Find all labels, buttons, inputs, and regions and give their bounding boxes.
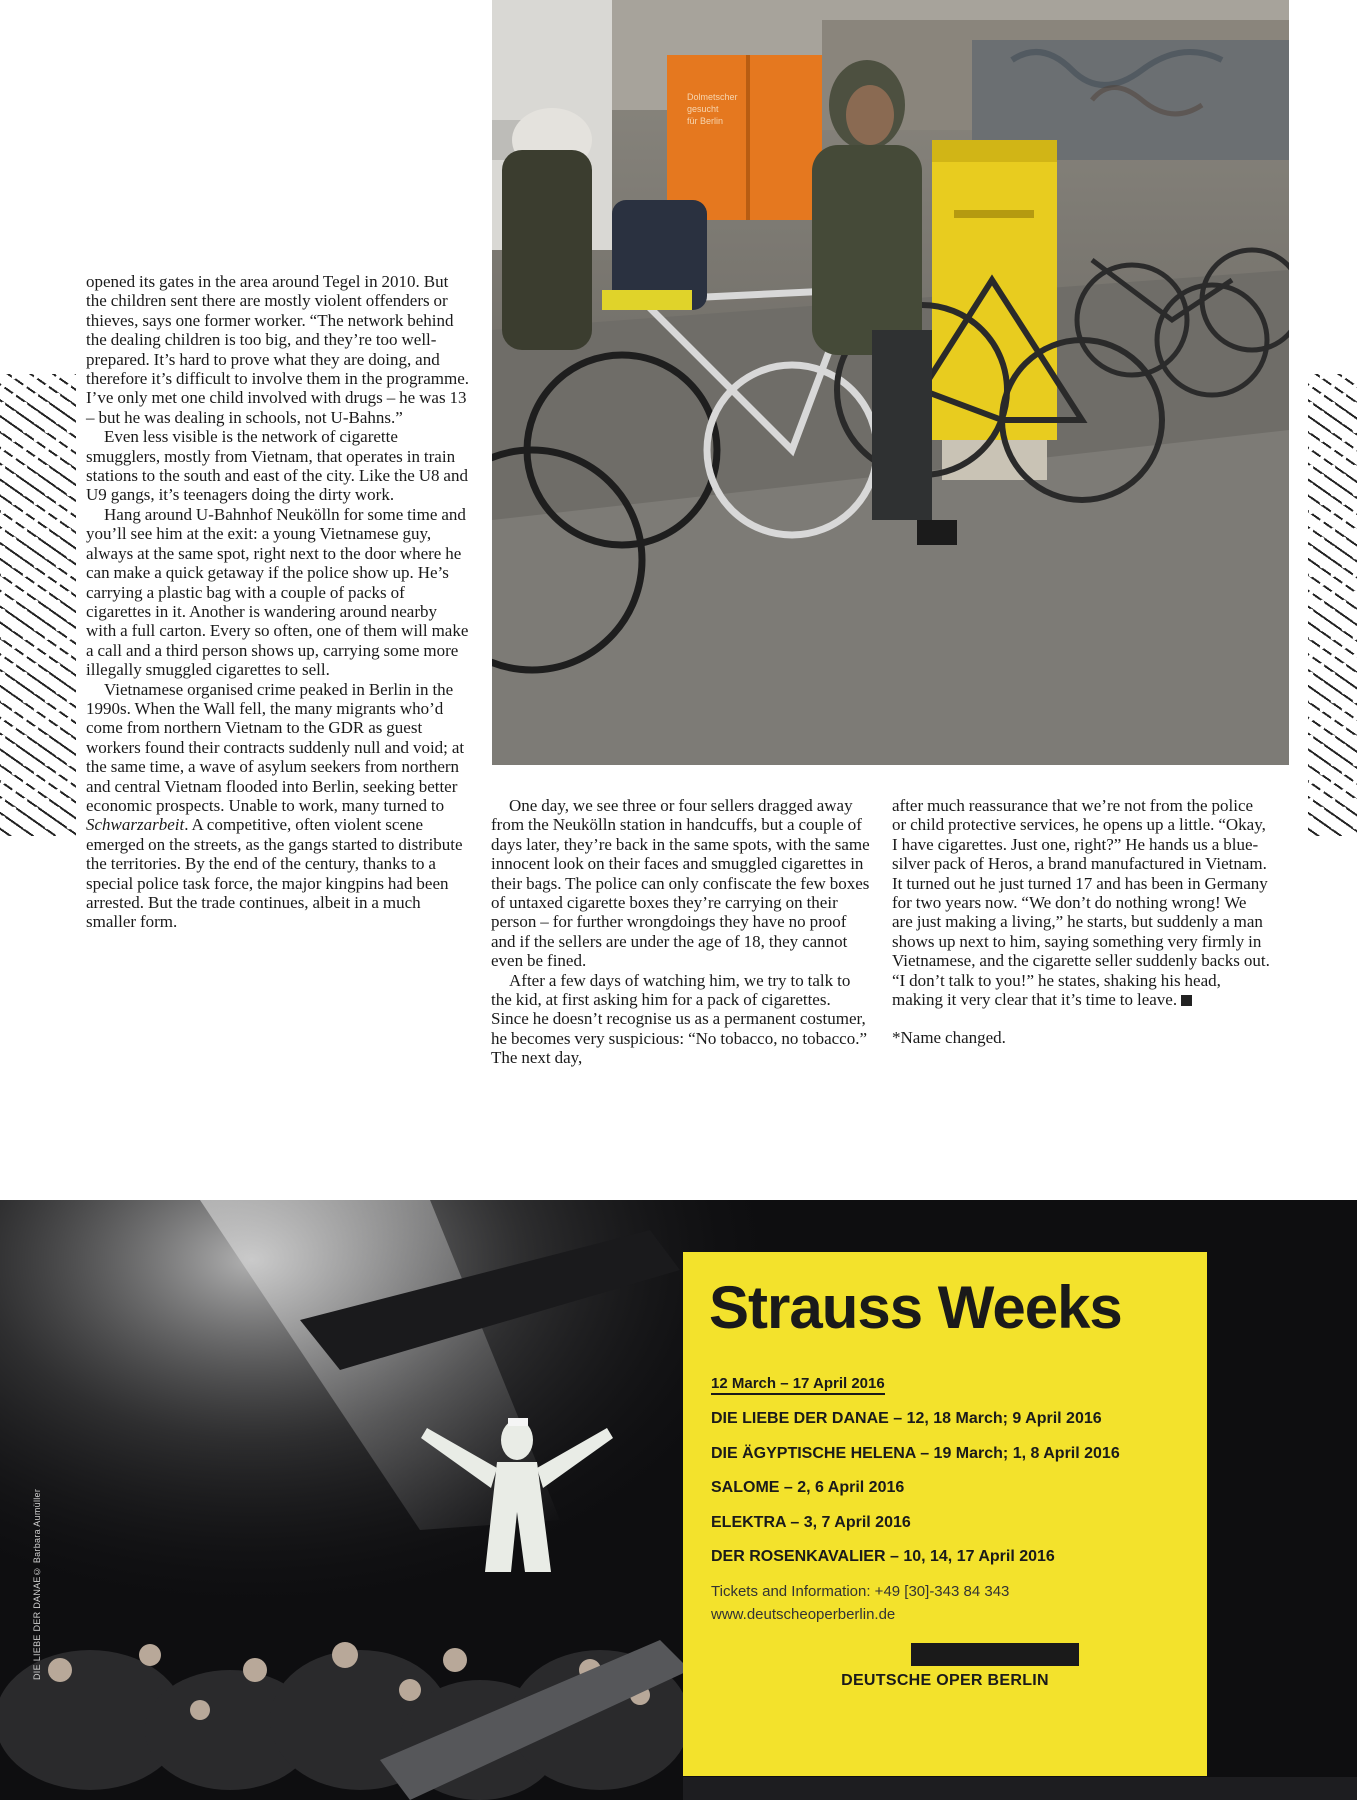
decorative-pattern-right: [1308, 374, 1357, 836]
ticket-info: [711, 1580, 1009, 1626]
text-run: after much reassurance that we’re not from the police or child protective services, he opens up a little. “Okay, I have cigarettes. Just one, right?” He hands us a blue-silver pack of Heros, a brand manufactured in Vietnam. It turned out he just turned 17 and has been in Germany for two years now. “We don’t do nothing wrong! We are just making a living,” he starts, but suddenly a man shows up next to him, saying something very firmly in Vietnamese, and the cigarette seller suddenly backs out. “I don’t talk to you!” he states, shaking his head, making it very clear that it’s time to leave.: [892, 796, 1270, 1010]
street-scene-illustration: [492, 0, 1289, 765]
text-run: Vietnamese organised crime peaked in Berlin: [104, 679, 416, 699]
brand-bar: [911, 1643, 1079, 1666]
website-link[interactable]: www.deutscheoperberlin.de: [711, 1606, 896, 1623]
paragraph: Hang around U-Bahnhof Neukölln for some time and you’ll see him at the exit: a young Vietnamese guy, always at the same spot, right next to the door where he can make a quick getaway if the police show up. He’s carrying a plastic bag with a couple of packs of cigarettes in it. Another is wandering around nearby with a full carton. Every so often, one of them will make a call and a third person shows up, carrying some more illegally smuggled cigarettes to sell.: [86, 504, 469, 680]
article-column-2: [491, 796, 871, 1068]
italic-term: Schwarzarbeit: [86, 815, 185, 835]
yellow-mailbox: [932, 140, 1057, 440]
brand-name: DEUTSCHE OPER BERLIN: [841, 1672, 1049, 1689]
performance-item: DER ROSENKAVALIER – 10, 14, 17 April 2016: [711, 1548, 1055, 1565]
poster-line-1: Dolmetscher: [687, 92, 738, 102]
photo-credit: DIE LIEBE DER DANAE© Barbara Aumüller: [32, 1488, 42, 1680]
poster-line-2: gesucht: [687, 104, 719, 114]
paragraph: opened its gates in the area around Tegel in 2010. But the children sent there are mostly violent offenders or thieves, says one former worker. “The network behind the dealing children is too big, and they’re too well-prepared. It’s hard to prove what they are doing, and therefore it’s difficult to involve them in the programme. I’ve only met one child involved with drugs – he was 13 – but he was dealing in schools, not U-Bahns.”: [86, 272, 469, 427]
strauss-weeks-panel: [683, 1252, 1207, 1776]
article-column-3: [892, 796, 1270, 1048]
performance-item: ELEKTRA – 3, 7 April 2016: [711, 1513, 911, 1531]
paragraph: Even less visible is the network of cigarette smugglers, mostly from Vietnam, that operates in train stations to the south and east of the city. Like the U8 and U9 gangs, it’s teenagers doing the dirty work.: [86, 427, 468, 505]
street-photo: [492, 0, 1289, 765]
end-mark-icon: [1181, 995, 1192, 1006]
performance-item: DIE LIEBE DER DANAE – 12, 18 March; 9 April 2016: [711, 1410, 1102, 1427]
paragraph: After a few days of watching him, we try to talk to the kid, at first asking him for a pack of cigarettes. Since he doesn’t recognise us as a permanent costumer, he becomes very suspicious: “No tobacco, no tobacco.” The next day,: [491, 970, 868, 1068]
performance-list: [711, 1410, 1120, 1583]
orange-poster: [667, 55, 822, 220]
performance-item: SALOME – 2, 6 April 2016: [711, 1479, 905, 1496]
text-run: . A competitive, often violent scene emerged on the streets, as the gangs started to distribute the territories. By the end of the century, thanks to a special police task force, the major kingpins had been arrested. But the trade continues, albeit in a much smaller form.: [86, 815, 463, 932]
ticket-phone: Tickets and Information: +49 [30]-343 84 343: [711, 1583, 1010, 1600]
article-column-1: [86, 272, 470, 932]
text-run: in the 1990s. When the Wall fell, the many migrants who’d come from northern Vietnam to the GDR as guest workers found their contracts suddenly null and void; at the same time, a wave of asylum seekers from northern and central Vietnam flooded into Berlin, seeking better economic prospects. Unable to work, many turned to: [86, 679, 465, 815]
performance-item: DIE ÄGYPTISCHE HELENA – 19 March; 1, 8 April 2016: [711, 1444, 1120, 1462]
ad-title: Strauss Weeks: [709, 1274, 1122, 1341]
paragraph: [86, 680, 470, 932]
paragraph: One day, we see three or four sellers dragged away from the Neukölln station in handcuffs, but a couple of days later, they’re back in the same spots, with the same innocent look on their faces and smuggled cigarettes in their bags. The police can only confiscate the few boxes of untaxed cigarette boxes they’re carrying on their person – for further wrongdoings they have no proof and if the sellers are under the age of 18, they cannot even be fined.: [491, 796, 870, 971]
decorative-pattern-left: [0, 374, 76, 836]
poster-line-3: für Berlin: [687, 116, 724, 126]
paragraph: [892, 796, 1270, 1009]
festival-dates: 12 March – 17 April 2016: [711, 1375, 885, 1395]
name-changed-note: *Name changed.: [892, 1028, 1006, 1048]
